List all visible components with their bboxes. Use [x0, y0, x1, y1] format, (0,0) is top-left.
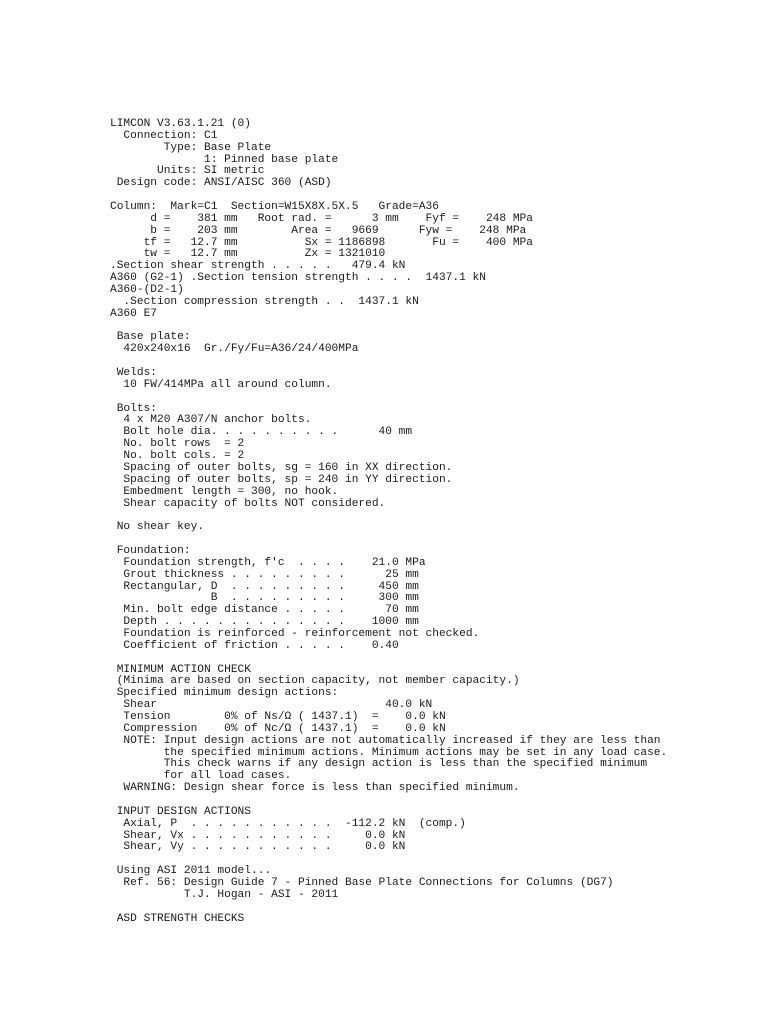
report-line: 1: Pinned base plate — [110, 153, 339, 166]
report-line: (Minima are based on section capacity, not member capacity.) — [110, 675, 520, 688]
report-line: Welds: — [110, 367, 157, 380]
report-line: Base plate: — [110, 331, 191, 344]
report-line: Foundation strength, f'c . . . . 21.0 MPa — [110, 556, 426, 569]
report-line: 4 x M20 A307/N anchor bolts. — [110, 414, 312, 427]
report-line — [110, 653, 667, 665]
report-line: d = 381 mm Root rad. = 3 mm Fyf = 248 MPa — [110, 212, 533, 225]
report-line: for all load cases. — [110, 770, 292, 783]
report-line: Type: Base Plate — [110, 141, 272, 154]
report-line: Min. bolt edge distance . . . . . 70 mm — [110, 604, 419, 617]
report-line — [110, 392, 667, 404]
report-line: Shear capacity of bolts NOT considered. — [110, 497, 386, 510]
report-line: No. bolt cols. = 2 — [110, 450, 245, 463]
report-line: Units: SI metric — [110, 165, 265, 178]
report-line: INPUT DESIGN ACTIONS — [110, 805, 251, 818]
report-line: 420x240x16 Gr./Fy/Fu=A36/24/400MPa — [110, 343, 359, 356]
report-line: Shear, Vx . . . . . . . . . . . 0.0 kN — [110, 829, 406, 842]
report-line: No shear key. — [110, 521, 204, 534]
report-line — [110, 356, 667, 368]
report-line — [110, 534, 667, 546]
report-line: A360 E7 — [110, 307, 157, 320]
calculation-report — [110, 119, 667, 925]
report-line: Connection: C1 — [110, 129, 218, 142]
report-line: MINIMUM ACTION CHECK — [110, 663, 251, 676]
report-line: Tension 0% of Ns/Ω ( 1437.1) = 0.0 kN — [110, 710, 446, 723]
report-line: Foundation is reinforced - reinforcement not checked. — [110, 627, 480, 640]
report-line: .Section compression strength . . 1437.1 kN — [110, 295, 419, 308]
report-line: This check warns if any design action is less than the specified minimum — [110, 758, 648, 771]
report-line: Axial, P . . . . . . . . . . . -112.2 kN (comp.) — [110, 817, 466, 830]
report-line: A360 (G2-1) .Section tension strength . . . . 1437.1 kN — [110, 272, 486, 285]
report-line: Embedment length = 300, no hook. — [110, 485, 339, 498]
report-line: Shear 40.0 kN — [110, 699, 433, 712]
report-line: A360-(D2-1) — [110, 284, 184, 297]
report-line: Ref. 56: Design Guide 7 - Pinned Base Plate Connections for Columns (DG7) — [110, 877, 614, 889]
report-line: Compression 0% of Nc/Ω ( 1437.1) = 0.0 kN — [110, 722, 446, 735]
report-line: Spacing of outer bolts, sp = 240 in YY direction. — [110, 473, 453, 486]
report-line: Specified minimum design actions: — [110, 687, 339, 700]
report-line: Depth . . . . . . . . . . . . . . 1000 mm — [110, 616, 419, 629]
report-line: Column: Mark=C1 Section=W15X8X.5X.5 Grade=A36 — [110, 201, 439, 214]
report-line: Foundation: — [110, 544, 191, 557]
report-line: NOTE: Input design actions are not automatically increased if they are less than — [110, 734, 661, 747]
report-line: Design code: ANSI/AISC 360 (ASD) — [110, 177, 332, 190]
report-line: the specified minimum actions. Minimum actions may be set in any load case. — [110, 746, 668, 759]
report-line: WARNING: Design shear force is less than specified minimum. — [110, 782, 520, 795]
report-line: Using ASI 2011 model... — [110, 865, 272, 878]
report-line — [110, 321, 667, 333]
report-line: tw = 12.7 mm Zx = 1321010 — [110, 248, 386, 261]
report-line — [110, 902, 667, 914]
report-line: Spacing of outer bolts, sg = 160 in XX direction. — [110, 461, 453, 474]
report-line: 10 FW/414MPa all around column. — [110, 378, 332, 391]
report-line: T.J. Hogan - ASI - 2011 — [110, 888, 339, 901]
report-line: Shear, Vy . . . . . . . . . . . 0.0 kN — [110, 841, 406, 854]
report-line: Grout thickness . . . . . . . . . 25 mm — [110, 568, 419, 581]
report-line: tf = 12.7 mm Sx = 1186898 Fu = 400 MPa — [110, 236, 533, 249]
report-line: ASD STRENGTH CHECKS — [110, 912, 245, 925]
report-line: Bolt hole dia. . . . . . . . . . 40 mm — [110, 426, 413, 439]
report-line: Coefficient of friction . . . . . 0.40 — [110, 639, 399, 652]
report-line: .Section shear strength . . . . . 479.4 kN — [110, 260, 406, 273]
report-line: Rectangular, D . . . . . . . . . 450 mm — [110, 580, 419, 593]
report-line: b = 203 mm Area = 9669 Fyw = 248 MPa — [110, 224, 527, 237]
report-line: LIMCON V3.63.1.21 (0) — [110, 118, 251, 130]
report-line: B . . . . . . . . . 300 mm — [110, 592, 419, 605]
report-line: No. bolt rows = 2 — [110, 438, 245, 451]
report-line: Bolts: — [110, 402, 157, 415]
